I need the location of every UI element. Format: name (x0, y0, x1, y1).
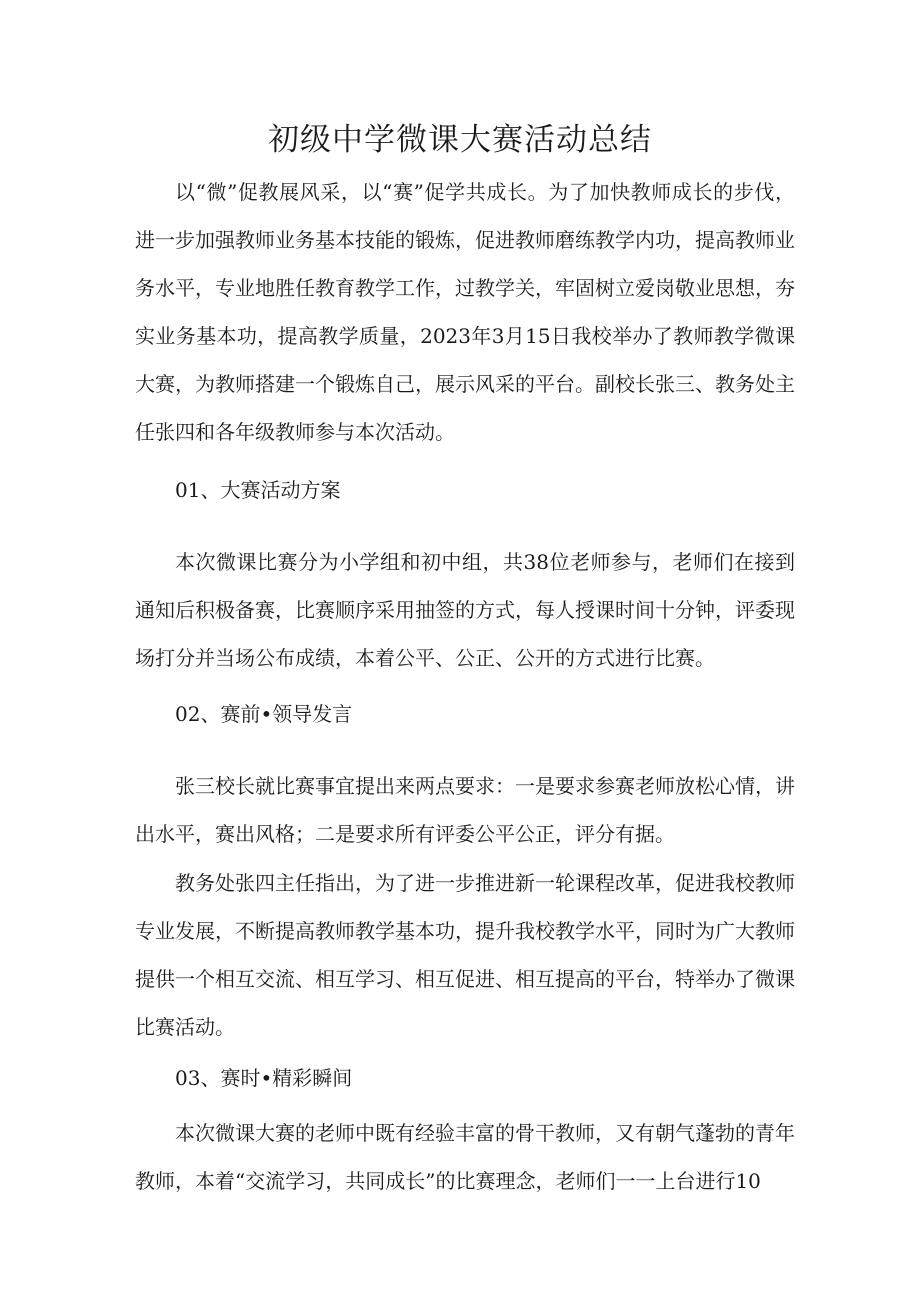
section-1-paragraph: 本次微课比赛分为小学组和初中组，共38位老师参与，老师们在接到通知后积极备赛，比赛顺序采用抽签的方式，每人授课时间十分钟，评委现场打分并当场公布成绩，本着公平、公正、公开的方式进行比赛。 (135, 550, 795, 670)
intro-paragraph: 以“微”促教展风采，以“赛”促学共成长。为了加快教师成长的步伐，进一步加强教师业务基本技能的锻炼，促进教师磨练教学内功，提高教师业务水平，专业地胜任教育教学工作，过教学关，牢固树立爱岗敬业思想，夯实业务基本功，提高教学质量，2023年3月15日我校举办了教师教学微课大赛，为教师搭建一个锻炼自己，展示风采的平台。副校长张三、教务处主任张四和各年级教师参与本次活动。 (135, 180, 795, 444)
document-title: 初级中学微课大赛活动总结 (268, 122, 652, 158)
section-2-heading: 02、赛前•领导发言 (175, 702, 353, 726)
section-2-paragraph-2: 教务处张四主任指出，为了进一步推进新一轮课程改革，促进我校教师专业发展，不断提高教师教学基本功，提升我校教学水平，同时为广大教师提供一个相互交流、相互学习、相互促进、相互提高的平台，特举办了微课比赛活动。 (135, 871, 795, 1039)
section-3-heading: 03、赛时•精彩瞬间 (175, 1066, 353, 1090)
section-3-paragraph: 本次微课大赛的老师中既有经验丰富的骨干教师，又有朝气蓬勃的青年教师，本着“交流学习，共同成长”的比赛理念，老师们一一上台进行10 (135, 1121, 795, 1193)
section-2-paragraph-1: 张三校长就比赛事宜提出来两点要求：一是要求参赛老师放松心情，讲出水平，赛出风格；二是要求所有评委公平公正，评分有据。 (135, 774, 795, 846)
section-1-heading: 01、大赛活动方案 (175, 478, 341, 502)
